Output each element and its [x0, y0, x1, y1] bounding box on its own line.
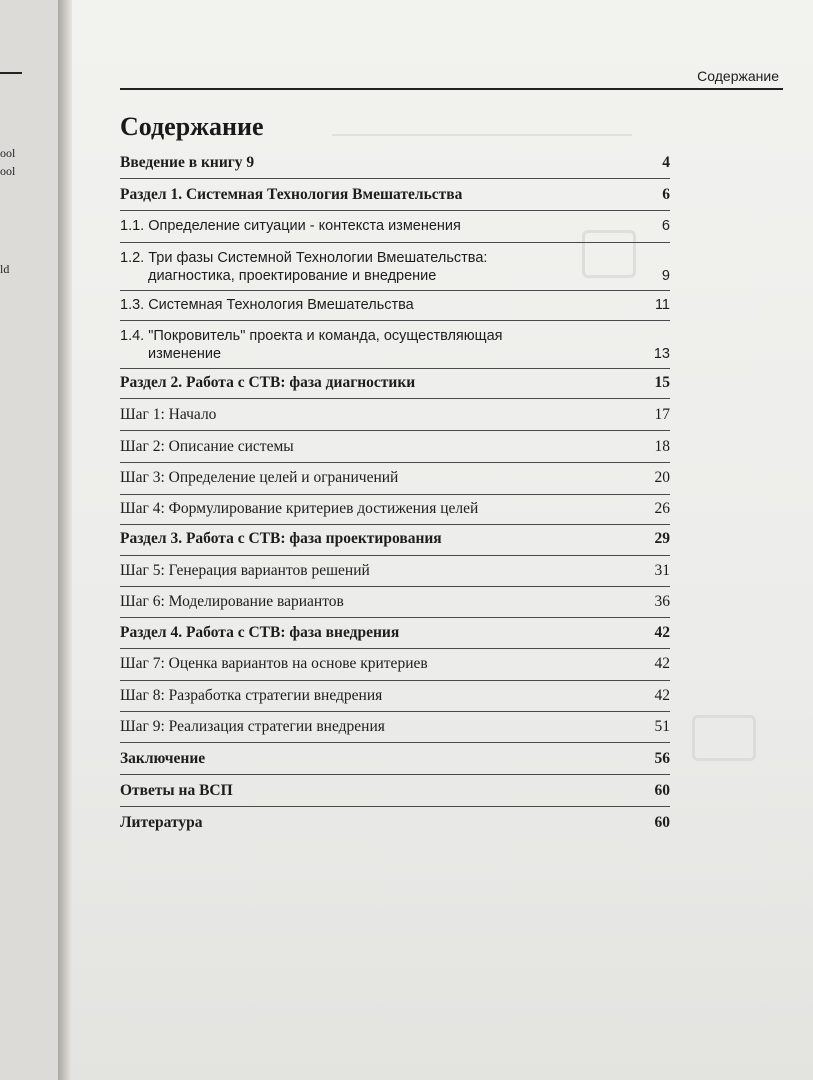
- toc-entry[interactable]: [120, 374, 670, 392]
- page-title: Содержание: [120, 112, 264, 141]
- toc-entry-page: 13: [653, 346, 670, 362]
- toc-separator: [120, 711, 670, 712]
- toc-entry-page: 9: [661, 268, 670, 284]
- toc-separator: [120, 242, 670, 243]
- toc-separator: [120, 617, 670, 618]
- toc-separator: [120, 290, 670, 291]
- toc-separator: [120, 368, 670, 369]
- toc-entry-title: 1.3. Системная Технология Вмешательства: [120, 297, 414, 313]
- toc-separator: [120, 210, 670, 211]
- toc-entry[interactable]: [120, 718, 670, 736]
- toc-separator: [120, 398, 670, 399]
- toc-entry-title: Шаг 9: Реализация стратегии внедрения: [120, 718, 385, 735]
- toc-entry-page: 15: [654, 374, 670, 391]
- toc-entry-title: Заключение: [120, 750, 206, 767]
- toc-entry-title: Введение в книгу 9: [120, 154, 255, 171]
- toc-separator: [120, 462, 670, 463]
- toc-separator: [120, 320, 670, 321]
- toc-entry[interactable]: [120, 500, 670, 518]
- toc-entry-page: 11: [654, 297, 670, 313]
- left-page-fragment: ool: [0, 164, 16, 178]
- toc-entry-page: 42: [654, 624, 670, 641]
- toc-entry[interactable]: [120, 593, 670, 611]
- toc-entry[interactable]: [120, 406, 670, 424]
- toc-entry-page: 17: [654, 406, 670, 423]
- toc-entry-title: Шаг 7: Оценка вариантов на основе критериев: [120, 655, 428, 672]
- toc-entry-title: Шаг 2: Описание системы: [120, 438, 294, 455]
- book-page: [72, 0, 813, 1080]
- toc-entry-page: 42: [654, 687, 670, 704]
- toc-entry-title: Раздел 4. Работа с СТВ: фаза внедрения: [120, 624, 400, 641]
- toc-separator: [120, 742, 670, 743]
- header-rule: [120, 88, 783, 90]
- toc-entry-title-continuation: диагностика, проектирование и внедрение: [148, 268, 437, 284]
- toc-entry-title: Шаг 1: Начало: [120, 406, 217, 423]
- toc-entry-title: 1.1. Определение ситуации - контекста изменения: [120, 218, 461, 234]
- left-page-fragment: ld: [0, 262, 10, 276]
- toc-entry-page: 51: [654, 718, 670, 735]
- toc-entry[interactable]: [120, 186, 670, 204]
- toc-entry-page: 31: [654, 562, 670, 579]
- toc-entry-title: Раздел 2. Работа с СТВ: фаза диагностики: [120, 374, 416, 391]
- toc-entry[interactable]: [120, 750, 670, 768]
- toc-separator: [120, 774, 670, 775]
- toc-entry-page: 60: [654, 814, 670, 831]
- toc-entry[interactable]: [120, 562, 670, 580]
- toc-entry-page: 18: [654, 438, 670, 455]
- toc-entry-page: 60: [654, 782, 670, 799]
- toc-entry-title: Шаг 4: Формулирование критериев достижения целей: [120, 500, 479, 517]
- toc-entry-title: Ответы на ВСП: [120, 782, 233, 799]
- toc-entry[interactable]: [120, 154, 670, 172]
- toc-separator: [120, 648, 670, 649]
- toc-entry-title: Литература: [120, 814, 203, 831]
- toc-entry-title: 1.2. Три фазы Системной Технологии Вмешательства:: [120, 250, 488, 266]
- left-page-edge: [0, 0, 59, 1080]
- toc-entry[interactable]: [120, 327, 670, 363]
- show-through-decoration: [692, 715, 756, 761]
- toc-separator: [120, 586, 670, 587]
- toc-entry-page: 6: [661, 218, 670, 234]
- toc-entry[interactable]: [120, 249, 670, 285]
- toc-entry-title: Шаг 6: Моделирование вариантов: [120, 593, 344, 610]
- book-spine: [58, 0, 72, 1080]
- left-page-rule: [0, 72, 22, 74]
- toc-entry[interactable]: [120, 530, 670, 548]
- toc-entry-page: 20: [654, 469, 670, 486]
- toc-separator: [120, 524, 670, 525]
- left-page-fragment: ool: [0, 146, 16, 160]
- toc-separator: [120, 494, 670, 495]
- toc-entry-page: 29: [654, 530, 670, 547]
- toc-entry-title: Шаг 5: Генерация вариантов решений: [120, 562, 370, 579]
- running-header-title: Содержание: [697, 68, 779, 84]
- toc-entry[interactable]: [120, 469, 670, 487]
- toc-entry-page: 4: [662, 154, 670, 171]
- toc-entry-page: 42: [654, 655, 670, 672]
- toc-entry-title: Шаг 8: Разработка стратегии внедрения: [120, 687, 383, 704]
- toc-entry-page: 36: [654, 593, 670, 610]
- toc-entry-title: Раздел 3. Работа с СТВ: фаза проектирования: [120, 530, 442, 547]
- show-through-decoration: [332, 108, 632, 136]
- toc-separator: [120, 555, 670, 556]
- toc-entry-title: Раздел 1. Системная Технология Вмешательства: [120, 186, 463, 203]
- toc-entry[interactable]: [120, 782, 670, 800]
- toc-entry[interactable]: [120, 687, 670, 705]
- toc-entry-title: Шаг 3: Определение целей и ограничений: [120, 469, 399, 486]
- toc-separator: [120, 806, 670, 807]
- toc-entry-page: 6: [662, 186, 670, 203]
- toc-entry-title: 1.4. "Покровитель" проекта и команда, осуществляющая: [120, 328, 503, 344]
- toc-entry[interactable]: [120, 655, 670, 673]
- toc-entry-title-continuation: изменение: [148, 346, 222, 362]
- toc-entry[interactable]: [120, 624, 670, 642]
- toc-separator: [120, 178, 670, 179]
- toc-entry[interactable]: [120, 296, 670, 314]
- toc-entry[interactable]: [120, 438, 670, 456]
- toc-separator: [120, 680, 670, 681]
- toc-separator: [120, 430, 670, 431]
- toc-entry[interactable]: [120, 814, 670, 832]
- toc-entry-page: 56: [654, 750, 670, 767]
- toc-entry[interactable]: [120, 217, 670, 235]
- toc-entry-page: 26: [654, 500, 670, 517]
